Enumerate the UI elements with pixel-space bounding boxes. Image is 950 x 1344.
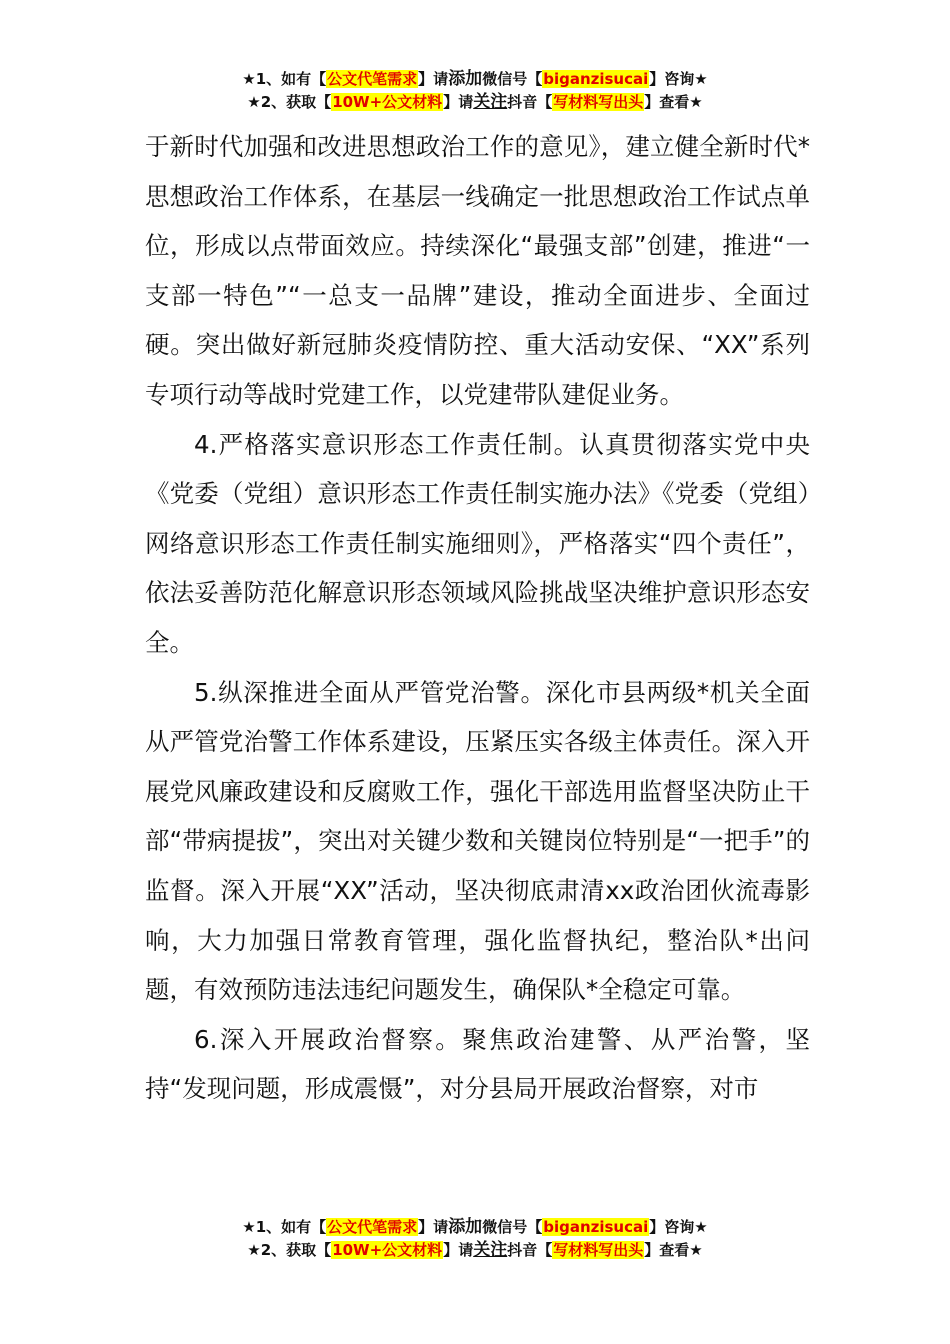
highlight-wechat-id: biganzisucai bbox=[543, 70, 649, 88]
banner-text: 】查看★ bbox=[644, 93, 703, 111]
paragraph-continuation: 于新时代加强和改进思想政治工作的意见》，建立健全新时代*思想政治工作体系，在基层一线确定一批思想政治工作试点单位，形成以点带面效应。持续深化“最强支部”创建，推进“一支部一特色”“一总支一品牌”建设，推动全面进步、全面过硬。突出做好新冠肺炎疫情防控、重大活动安保、“XX”系列专项行动等战时党建工作，以党建带队建促业务。 bbox=[145, 132, 810, 409]
banner-line-2 bbox=[0, 1239, 950, 1262]
banner-text: 】请 bbox=[418, 70, 449, 88]
banner-text: ★1、如有【 bbox=[242, 1218, 327, 1236]
highlight-materials: 10W+公文材料 bbox=[332, 93, 443, 111]
highlight-douyin-account: 写材料写出头 bbox=[553, 93, 644, 111]
banner-text: 】查看★ bbox=[644, 1241, 703, 1259]
banner-line-1 bbox=[0, 1216, 950, 1239]
header-banner bbox=[0, 68, 950, 114]
banner-text: 】咨询★ bbox=[649, 1218, 708, 1236]
banner-text: ★2、获取【 bbox=[247, 93, 332, 111]
highlight-service: 公文代笔需求 bbox=[327, 1218, 418, 1236]
highlight-wechat-id: biganzisucai bbox=[543, 1218, 649, 1236]
banner-text: ★1、如有【 bbox=[242, 70, 327, 88]
banner-emphasis: 关注 bbox=[473, 1240, 508, 1260]
banner-text: 抖音【 bbox=[507, 93, 553, 111]
paragraph-4: 4.严格落实意识形态工作责任制。认真贯彻落实党中央《党委（党组）意识形态工作责任制实施办法》《党委（党组）网络意识形态工作责任制实施细则》，严格落实“四个责任”，依法妥善防范化解意识形态领域风险挑战坚决维护意识形态安全。 bbox=[145, 429, 810, 657]
banner-emphasis: 关注 bbox=[473, 92, 508, 112]
banner-text: 】请 bbox=[443, 1241, 474, 1259]
banner-line-1 bbox=[0, 68, 950, 91]
banner-text: 】请 bbox=[418, 1218, 449, 1236]
paragraph-6: 6.深入开展政治督察。聚焦政治建警、从严治警，坚持“发现问题，形成震慑”，对分县局开展政治督察，对市 bbox=[145, 1024, 810, 1104]
highlight-materials: 10W+公文材料 bbox=[332, 1241, 443, 1259]
banner-text: ★2、获取【 bbox=[247, 1241, 332, 1259]
document-body bbox=[145, 122, 810, 1114]
paragraph-5: 5.纵深推进全面从严管党治警。深化市县两级*机关全面从严管党治警工作体系建设，压紧压实各级主体责任。深入开展党风廉政建设和反腐败工作，强化干部选用监督坚决防止干部“带病提拔”，突出对关键少数和关键岗位特别是“一把手”的监督。深入开展“XX”活动，坚决彻底肃清xx政治团伙流毒影响，大力加强日常教育管理，强化监督执纪，整治队*出问题，有效预防违法违纪问题发生，确保队*全稳定可靠。 bbox=[145, 677, 810, 1005]
highlight-douyin-account: 写材料写出头 bbox=[553, 1241, 644, 1259]
banner-emphasis: 添加 bbox=[448, 69, 483, 89]
banner-text: 】咨询★ bbox=[649, 70, 708, 88]
banner-text: 】请 bbox=[443, 93, 474, 111]
footer-banner bbox=[0, 1216, 950, 1262]
banner-emphasis: 添加 bbox=[448, 1217, 483, 1237]
banner-line-2 bbox=[0, 91, 950, 114]
banner-text: 微信号【 bbox=[482, 70, 543, 88]
banner-text: 抖音【 bbox=[507, 1241, 553, 1259]
banner-text: 微信号【 bbox=[482, 1218, 543, 1236]
highlight-service: 公文代笔需求 bbox=[327, 70, 418, 88]
